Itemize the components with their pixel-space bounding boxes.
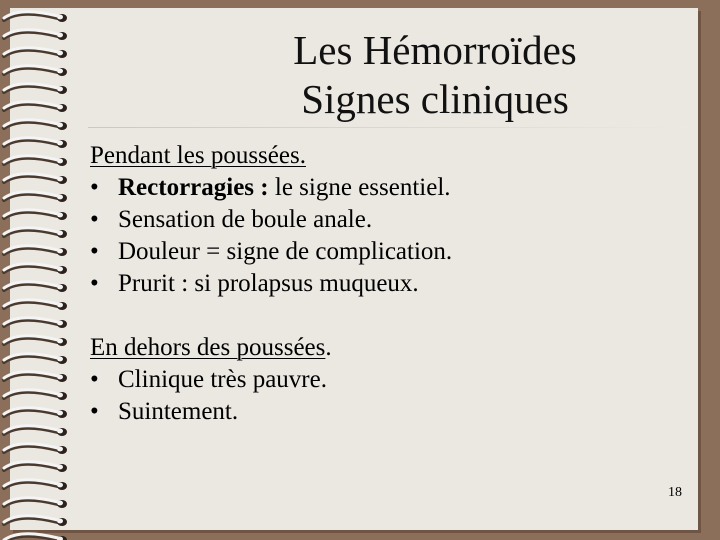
binding-ring-icon	[4, 444, 67, 454]
list-item	[90, 364, 690, 396]
binding-ring-icon	[4, 66, 67, 76]
binding-ring-icon	[4, 264, 67, 274]
binding-ring-icon	[4, 408, 67, 418]
section-heading: En dehors des poussées	[90, 334, 326, 361]
title-line-2: Signes cliniques	[301, 76, 569, 122]
binding-ring-icon	[4, 534, 67, 540]
bullet-icon: •	[90, 366, 99, 393]
list-item-text: Clinique très pauvre.	[118, 366, 327, 393]
binding-ring-icon	[4, 390, 67, 400]
binding-ring-icon	[4, 84, 67, 94]
list-item-text: Prurit : si prolapsus muqueux.	[118, 270, 419, 297]
binding-ring-icon	[4, 30, 67, 40]
list-item-rest-text: le signe essentiel.	[268, 174, 451, 201]
page-title	[165, 26, 705, 124]
slide-body	[90, 140, 690, 428]
binding-ring-icon	[4, 228, 67, 238]
list-item	[90, 172, 690, 204]
title-divider	[88, 127, 688, 128]
list-item	[90, 268, 690, 300]
binding-ring-icon	[4, 48, 67, 58]
binding-ring-icon	[4, 318, 67, 328]
binding-ring-icon	[4, 174, 67, 184]
binding-ring-icon	[4, 156, 67, 166]
list-item-text: Sensation de boule anale.	[118, 206, 373, 233]
binding-ring-icon	[4, 480, 67, 490]
list-item-bold-text: Rectorragies :	[118, 174, 269, 201]
binding-ring-icon	[4, 300, 67, 310]
binding-ring-icon	[4, 120, 67, 130]
binding-ring-icon	[4, 102, 67, 112]
section-heading-line	[90, 332, 690, 364]
binding-ring-icon	[4, 210, 67, 220]
binding-ring-icon	[4, 462, 67, 472]
binding-ring-icon	[4, 498, 67, 508]
list-item	[90, 396, 690, 428]
list-item	[90, 236, 690, 268]
binding-ring-icon	[4, 336, 67, 346]
binding-ring-icon	[4, 516, 67, 526]
bullet-icon: •	[90, 238, 99, 265]
spiral-binding-icon	[0, 0, 90, 540]
binding-ring-icon	[4, 282, 67, 292]
binding-ring-icon	[4, 372, 67, 382]
list-item	[90, 204, 690, 236]
section-heading-suffix: .	[325, 334, 332, 361]
binding-ring-icon	[4, 138, 67, 148]
page-number: 18	[668, 485, 682, 500]
binding-ring-icon	[4, 192, 67, 202]
section-during-flares	[90, 140, 690, 300]
list-item-text: Suintement.	[118, 398, 239, 425]
section-heading: Pendant les poussées.	[90, 142, 306, 169]
bullet-icon: •	[90, 174, 99, 201]
binding-ring-icon	[4, 12, 67, 22]
list-item-text: Douleur = signe de complication.	[118, 238, 453, 265]
binding-ring-icon	[4, 426, 67, 436]
bullet-icon: •	[90, 206, 99, 233]
binding-ring-icon	[4, 354, 67, 364]
section-outside-flares	[90, 332, 690, 428]
bullet-icon: •	[90, 270, 99, 297]
list-item-text	[118, 172, 451, 204]
bullet-icon: •	[90, 398, 99, 425]
title-line-1: Les Hémorroïdes	[293, 27, 577, 73]
binding-ring-icon	[4, 246, 67, 256]
